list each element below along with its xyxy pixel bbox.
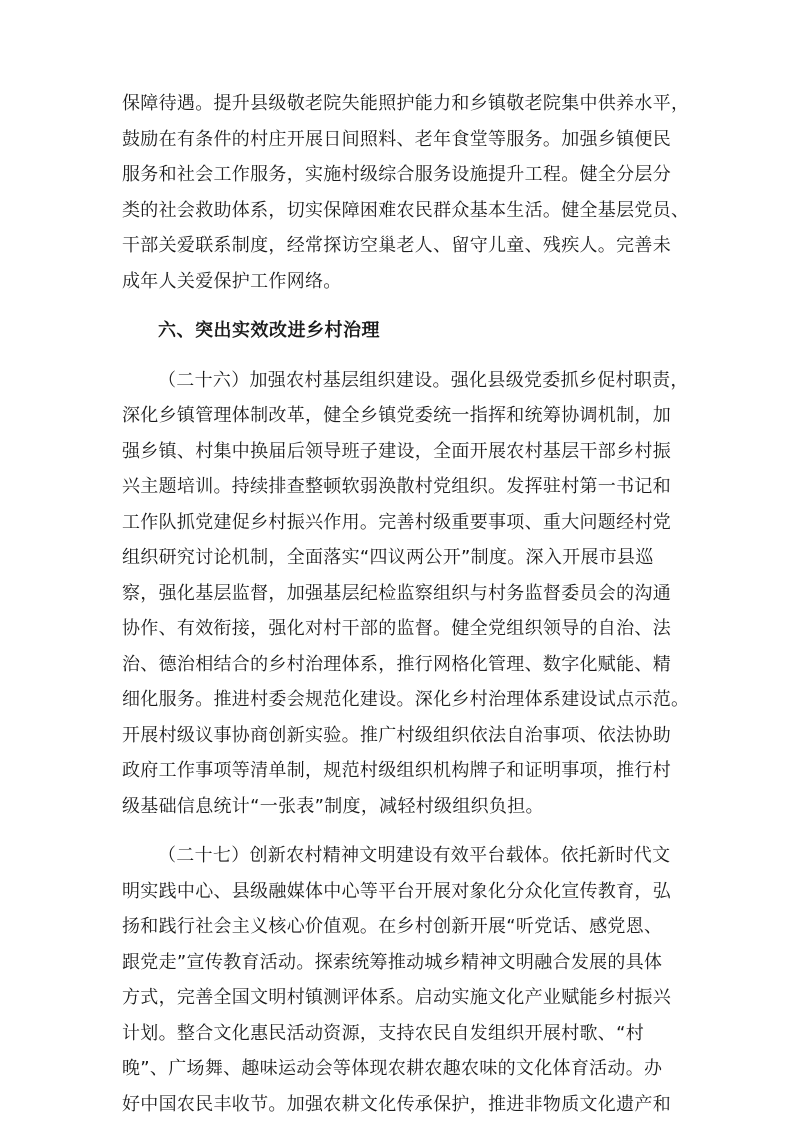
- text-line: 明实践中心、县级融媒体中心等平台开展对象化分众化宣传教育，弘: [122, 880, 671, 902]
- document-body: [122, 86, 690, 1122]
- text-line: 组织研究讨论机制，全面落实“四议两公开”制度。深入开展市县巡: [122, 547, 654, 568]
- text-line: 晚”、广场舞、趣味运动会等体现农耕农趣农味的文化体育活动。办: [122, 1058, 663, 1079]
- text-line: 服务和社会工作服务，实施村级综合服务设施提升工程。健全分层分: [122, 164, 671, 185]
- text-line: 强乡镇、村集中换届后领导班子建设，全面开展农村基层干部乡村振: [122, 440, 671, 462]
- text-line: 工作队抓党建促乡村振兴作用。完善村级重要事项、重大问题经村党: [122, 511, 671, 533]
- paragraph-social-services: [122, 86, 690, 299]
- text-line: 级基础信息统计“一张表”制度，减轻村级组织负担。: [122, 795, 544, 817]
- text-line: 开展村级议事协商创新实验。推广村级组织依法自治事项、依法协助: [122, 724, 671, 746]
- text-line: 深化乡镇管理体制改革，健全乡镇党委统一指挥和统筹协调机制，加: [122, 405, 671, 426]
- text-line: 保障待遇。提升县级敬老院失能照护能力和乡镇敬老院集中供养水平，: [122, 93, 690, 114]
- text-line: 察，强化基层监督，加强基层纪检监察组织与村务监督委员会的沟通: [122, 582, 671, 604]
- text-line: 兴主题培训。持续排查整顿软弱涣散村党组织。发挥驻村第一书记和: [122, 476, 671, 497]
- text-line: 治、德治相结合的乡村治理体系，推行网格化管理、数字化赋能、精: [122, 653, 671, 675]
- text-line: 计划。整合文化惠民活动资源，支持农民自发组织开展村歌、“村: [122, 1022, 645, 1044]
- paragraph-27: [122, 838, 682, 1122]
- text-line: 政府工作事项等清单制，规范村级组织机构牌子和证明事项，推行村: [122, 760, 671, 781]
- text-line: 成年人关爱保护工作网络。: [122, 270, 342, 292]
- paragraph-gap: [122, 824, 682, 838]
- text-line: 类的社会救助体系，切实保障困难农民群众基本生活。健全基层党员、: [122, 199, 690, 221]
- paragraph-gap: [122, 299, 682, 313]
- text-line: 扬和践行社会主义核心价值观。在乡村创新开展“听党话、感党恩、: [122, 916, 663, 937]
- paragraph-gap: [122, 349, 682, 363]
- text-line: 跟党走”宣传教育活动。探索统筹推动城乡精神文明融合发展的具体: [122, 951, 663, 973]
- text-line: 方式，完善全国文明村镇测评体系。启动实施文化产业赋能乡村振兴: [122, 987, 671, 1008]
- paragraph-26: [122, 363, 690, 825]
- section-heading: 六、突出实效改进乡村治理: [158, 320, 380, 341]
- text-line: 干部关爱联系制度，经常探访空巢老人、留守儿童、残疾人。完善未: [122, 235, 671, 256]
- text-line: 协作、有效衔接，强化对村干部的监督。健全党组织领导的自治、法: [122, 618, 671, 639]
- text-line: （二十六）加强农村基层组织建设。强化县级党委抓乡促村职责，: [158, 369, 689, 391]
- text-line: 鼓励在有条件的村庄开展日间照料、老年食堂等服务。加强乡镇便民: [122, 128, 671, 150]
- text-line: 好中国农民丰收节。加强农耕文化传承保护，推进非物质文化遗产和: [122, 1093, 671, 1115]
- text-line: 细化服务。推进村委会规范化建设。深化乡村治理体系建设试点示范。: [122, 689, 690, 710]
- text-line: （二十七）创新农村精神文明建设有效平台载体。依托新时代文: [158, 845, 671, 866]
